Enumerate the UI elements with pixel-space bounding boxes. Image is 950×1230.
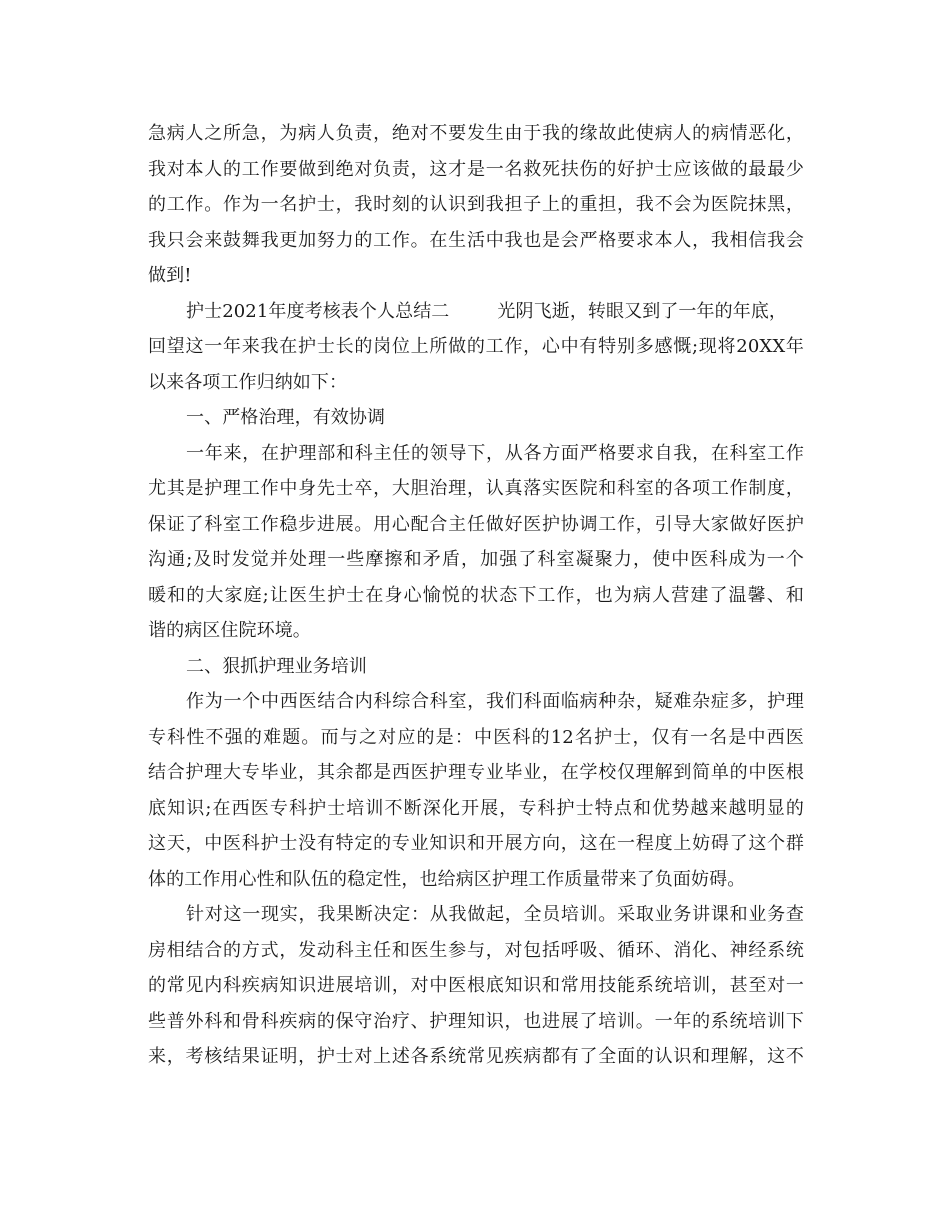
text-line: 专科性不强的难题。而与之对应的是：中医科的12名护士，仅有一名是中西医 [148, 726, 804, 748]
paragraph-2 [148, 294, 804, 401]
text-line: 作为一个中西医结合内科综合科室，我们科面临病种杂，疑难杂症多，护理 [186, 691, 804, 712]
text-line: 底知识;在西医专科护士培训不断深化开展，专科护士特点和优势越来越明显的 [148, 797, 804, 819]
section-title-line [148, 294, 804, 330]
text-line: 房相结合的方式，发动科主任和医生参与，对包括呼吸、循环、消化、神经系统 [148, 939, 804, 961]
text-line: 针对这一现实，我果断决定：从我做起，全员培训。采取业务讲课和业务查 [186, 904, 804, 925]
paragraph-5 [148, 897, 804, 1075]
section-title: 护士2021年度考核表个人总结二 [186, 300, 450, 322]
text-line: 的常见内科疾病知识进展培训，对中医根底知识和常用技能系统培训，甚至对一 [148, 975, 804, 996]
heading-nursing-training: 二、狠抓护理业务培训 [186, 655, 367, 677]
text-line: 谐的病区住院环境。 [148, 620, 311, 641]
text-line: 我只会来鼓舞我更加努力的工作。在生活中我也是会严格要求本人，我相信我会 [148, 229, 804, 251]
text-line: 沟通;及时发觉并处理一些摩擦和矛盾，加强了科室凝聚力，使中医科成为一个 [148, 549, 804, 570]
text-line: 暖和的大家庭;让医生护士在身心愉悦的状态下工作，也为病人营建了温馨、和 [148, 584, 804, 606]
text-line: 一年来，在护理部和科主任的领导下，从各方面严格要求自我，在科室工作 [186, 442, 804, 464]
text-line: 以来各项工作归纳如下： [148, 371, 348, 393]
text-line: 体的工作用心性和队伍的稳定性，也给病区护理工作质量带来了负面妨碍。 [148, 868, 746, 890]
text-line: 这天，中医科护士没有特定的专业知识和开展方向，这在一程度上妨碍了这个群 [148, 833, 804, 854]
text-line: 做到! [148, 265, 192, 286]
text-line: 急病人之所急，为病人负责，绝对不要发生由于我的缘故此使病人的病情恶化， [148, 123, 804, 144]
document-body [148, 116, 804, 1075]
text-line: 保证了科室工作稳步进展。用心配合主任做好医护协调工作，引导大家做好医护 [148, 513, 804, 535]
paragraph-4 [148, 684, 804, 897]
heading-strict-management: 一、严格治理，有效协调 [186, 407, 386, 428]
text-segment: 光阴飞逝，转眼又到了一年的年底， [497, 300, 788, 322]
text-line: 回望这一年来我在护士长的岗位上所做的工作，心中有特别多感慨;现将20XX年 [148, 336, 804, 357]
paragraph-3 [148, 436, 804, 649]
text-line: 的工作。作为一名护士，我时刻的认识到我担子上的重担，我不会为医院抹黑， [148, 194, 804, 215]
text-line: 些普外科和骨科疾病的保守治疗、护理知识，也进展了培训。一年的系统培训下 [148, 1010, 804, 1032]
text-line: 尤其是护理工作中身先士卒，大胆治理，认真落实医院和科室的各项工作制度， [148, 478, 804, 499]
text-line: 结合护理大专毕业，其余都是西医护理专业毕业，在学校仅理解到简单的中医根 [148, 762, 804, 783]
text-line: 我对本人的工作要做到绝对负责，这才是一名救死扶伤的好护士应该做的最最少 [148, 158, 804, 180]
text-line: 来，考核结果证明，护士对上述各系统常见疾病都有了全面的认识和理解，这不 [148, 1046, 804, 1067]
paragraph-1 [148, 116, 804, 294]
